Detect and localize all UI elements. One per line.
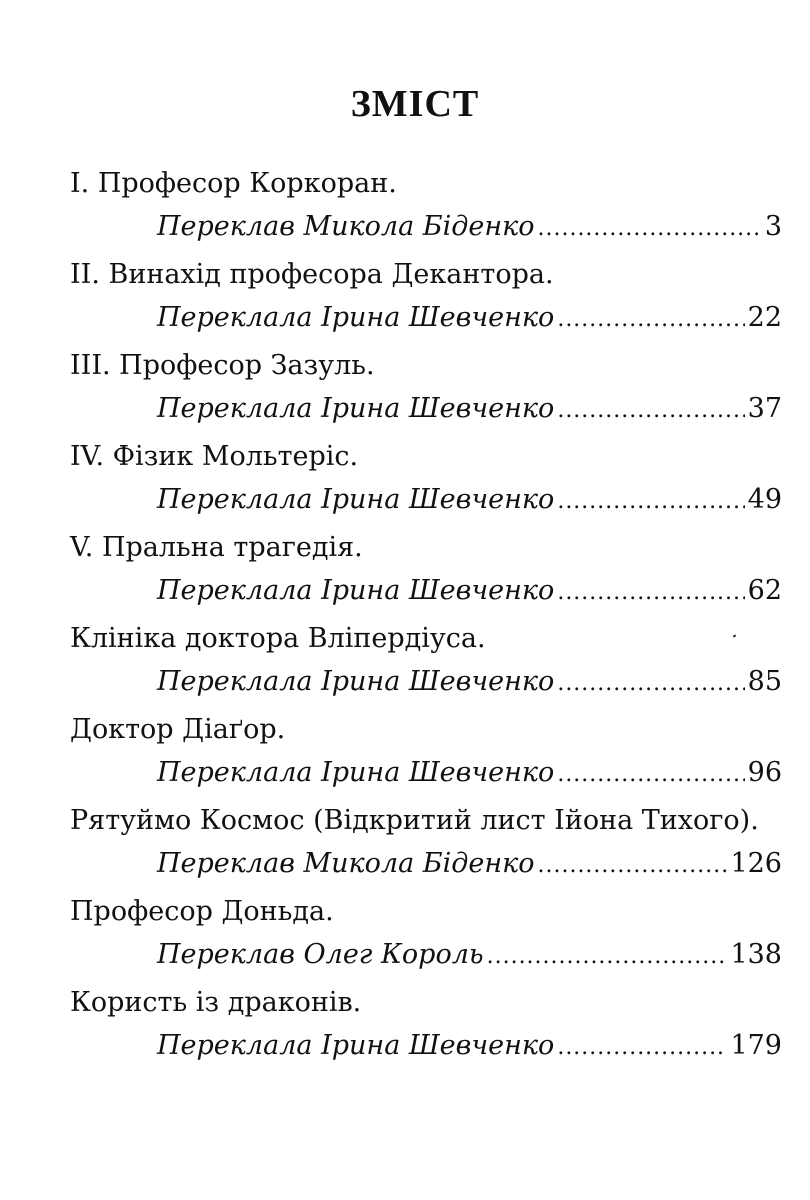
dot-leader: [557, 479, 744, 525]
entry-page-number: 96: [747, 757, 782, 788]
table-of-contents: [70, 161, 782, 1071]
entry-translator: Переклала Ірина Шевченко: [157, 757, 555, 788]
entry-title: V. Пральна трагедія.: [70, 532, 363, 563]
entry-translator: Переклала Ірина Шевченко: [157, 484, 555, 515]
dot-leader: [557, 570, 744, 616]
entry-translator: Переклав Микола Біденко: [157, 848, 535, 879]
toc-entry: [70, 343, 782, 434]
entry-translator: Переклав Олег Король: [157, 939, 484, 970]
entry-page-number: 85: [747, 666, 782, 697]
toc-entry: [70, 252, 782, 343]
entry-title: Доктор Діаґор.: [70, 714, 286, 745]
entry-translator: Переклала Ірина Шевченко: [157, 575, 555, 606]
dot-leader: [557, 752, 744, 798]
entry-title: Рятуймо Космос (Відкритий лист Ійона Тихого).: [70, 805, 759, 836]
entry-page-number: 62: [747, 575, 782, 606]
entry-page-number: 179: [730, 1030, 782, 1061]
toc-entry: [70, 525, 782, 616]
entry-page-number: 49: [747, 484, 782, 515]
entry-page-number: 138: [730, 939, 782, 970]
toc-entry: [70, 889, 782, 980]
toc-entry: [70, 161, 782, 252]
entry-page-number: 3: [764, 211, 782, 242]
entry-title: І. Професор Коркоран.: [70, 168, 397, 199]
entry-line: [157, 841, 782, 889]
entry-translator: Переклала Ірина Шевченко: [157, 302, 555, 333]
entry-title: ІІІ. Професор Зазуль.: [70, 350, 375, 381]
entry-title: Користь із драконів.: [70, 987, 362, 1018]
dot-leader: [557, 1025, 727, 1071]
entry-line: [157, 386, 782, 434]
entry-page-number: 126: [730, 848, 782, 879]
page-title: ЗМІСТ: [350, 83, 480, 125]
dot-leader: [487, 934, 728, 980]
toc-entry: [70, 707, 782, 798]
entry-title: ІІ. Винахід професора Декантора.: [70, 259, 554, 290]
dot-leader: [557, 661, 744, 707]
entry-line: [157, 477, 782, 525]
entry-line: [157, 295, 782, 343]
entry-page-number: 22: [747, 302, 782, 333]
toc-entry: [70, 980, 782, 1071]
toc-entry: [70, 616, 782, 707]
toc-entry: [70, 798, 782, 889]
entry-page-number: 37: [747, 393, 782, 424]
entry-line: [157, 204, 782, 252]
entry-translator: Переклала Ірина Шевченко: [157, 666, 555, 697]
entry-line: [157, 750, 782, 798]
entry-line: [157, 1023, 782, 1071]
toc-entry: [70, 434, 782, 525]
dot-leader: [538, 206, 762, 252]
entry-line: [157, 568, 782, 616]
entry-line: [157, 932, 782, 980]
entry-translator: Переклала Ірина Шевченко: [157, 393, 555, 424]
dot-leader: [557, 297, 744, 343]
dot-leader: [557, 388, 744, 434]
entry-title: Професор Доньда.: [70, 896, 334, 927]
dot-leader: [538, 843, 728, 889]
entry-translator: Переклав Микола Біденко: [157, 211, 535, 242]
entry-title: IV. Фізик Мольтеріс.: [70, 441, 359, 472]
entry-title: Клініка доктора Вліпердіуса.: [70, 623, 486, 654]
entry-translator: Переклала Ірина Шевченко: [157, 1030, 555, 1061]
entry-line: [157, 659, 782, 707]
